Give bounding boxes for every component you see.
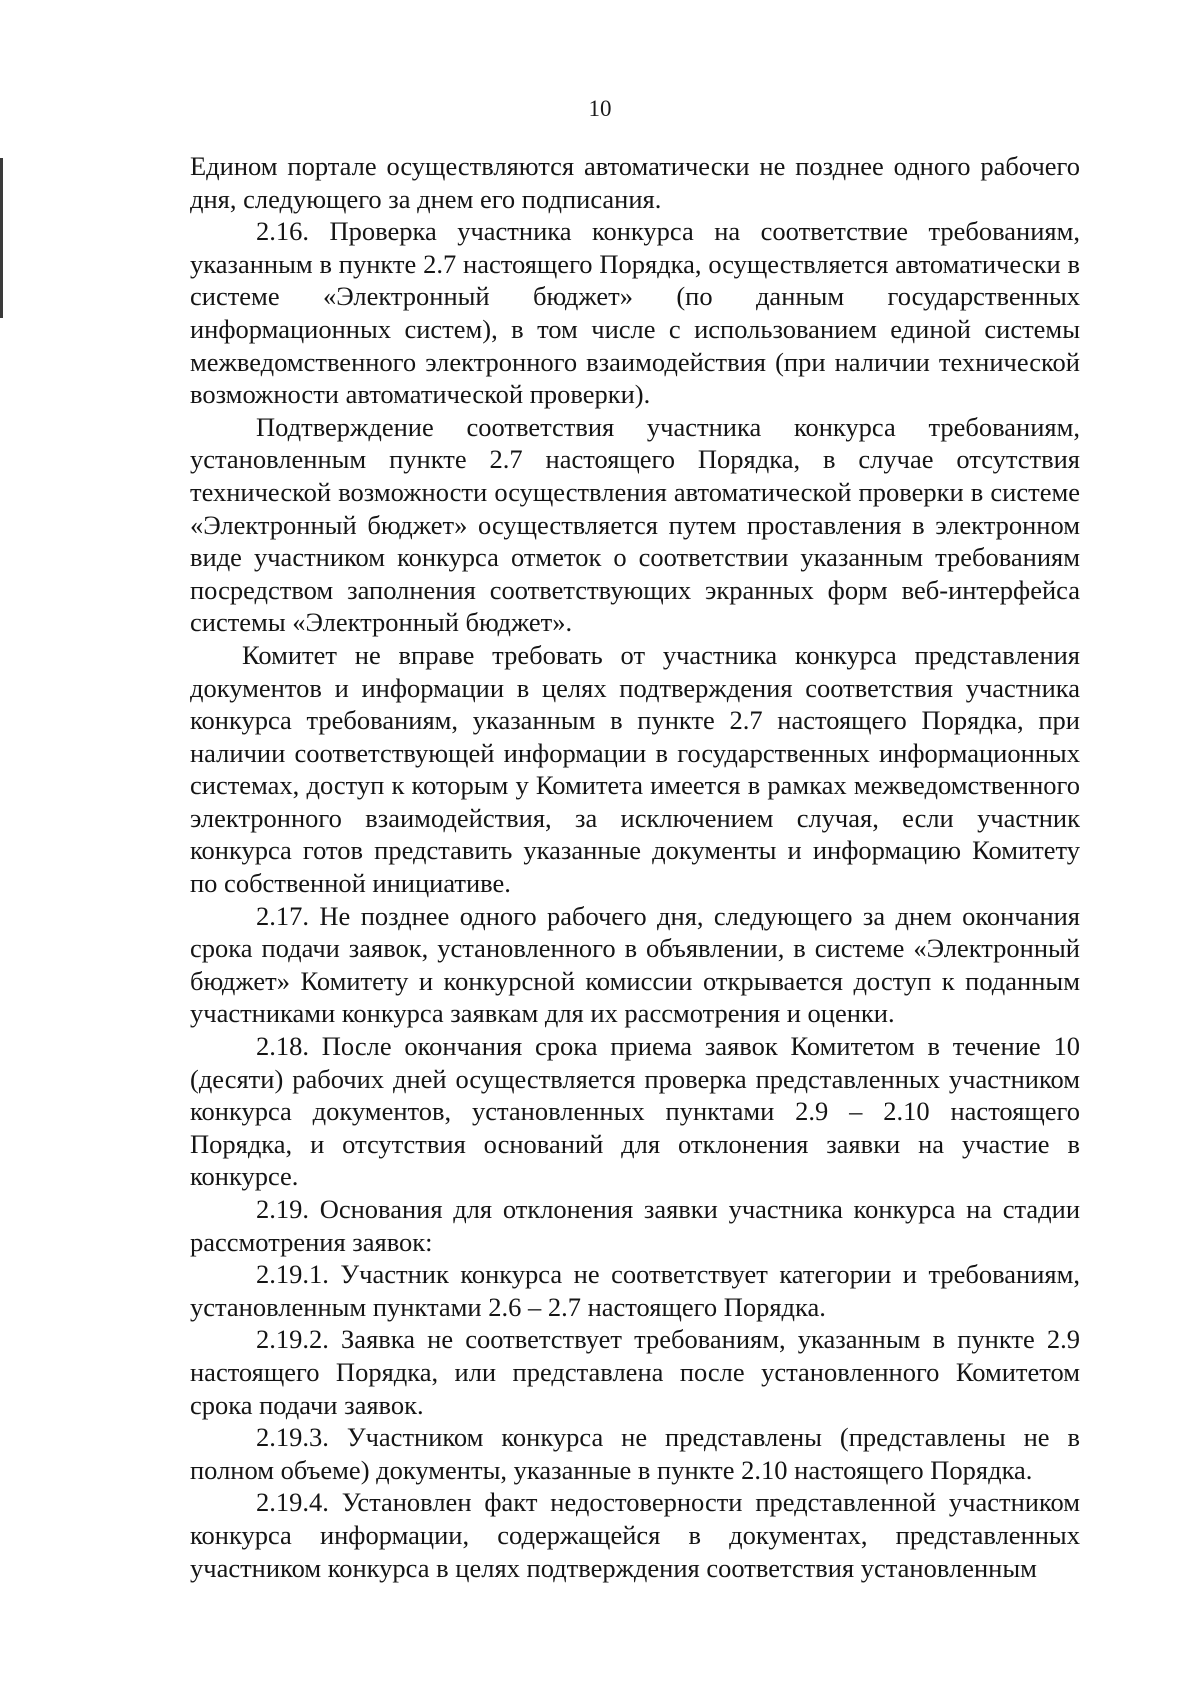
scan-edge-mark	[0, 158, 3, 318]
page-number: 10	[588, 96, 612, 121]
paragraph-2-19-1: 2.19.1. Участник конкурса не соответствует категории и требованиям, установленным пунктами 2.6 – 2.7 настоящего Порядка.	[190, 1259, 1080, 1322]
paragraph-2-19: 2.19. Основания для отклонения заявки участника конкурса на стадии рассмотрения заявок:	[190, 1194, 1080, 1257]
paragraph-2-18: 2.18. После окончания срока приема заявок Комитетом в течение 10 (десяти) рабочих дней осуществляется проверка представленных участником конкурса документов, установленных пунктами 2.9 – 2.10 настоящего Порядка, и отсутствия оснований для отклонения заявки на участие в конкурсе.	[190, 1031, 1080, 1192]
paragraph-2-16: 2.16. Проверка участника конкурса на соответствие требованиям, указанным в пункте 2.7 настоящего Порядка, осуществляется автоматически в системе «Электронный бюджет» (по данным государственных информационных систем), в том числе с использованием единой системы межведомственного электронного взаимодействия (при наличии технической возможности автоматической проверки).	[190, 216, 1080, 410]
document-body	[190, 150, 1080, 1584]
paragraph-continuation: Едином портале осуществляются автоматически не позднее одного рабочего дня, следующего за днем его подписания.	[190, 151, 1080, 214]
paragraph-2-19-4: 2.19.4. Установлен факт недостоверности представленной участником конкурса информации, содержащейся в документах, представленных участником конкурса в целях подтверждения соответствия установленным	[190, 1487, 1080, 1583]
paragraph-committee: Комитет не вправе требовать от участника конкурса представления документов и информации в целях подтверждения соответствия участника конкурса требованиям, указанным в пункте 2.7 настоящего Порядка, при наличии соответствующей информации в государственных информационных системах, доступ к которым у Комитета имеется в рамках межведомственного электронного взаимодействия, за исключением случая, если участник конкурса готов представить указанные документы и информацию Комитету по собственной инициативе.	[190, 639, 1080, 899]
paragraph-2-19-2: 2.19.2. Заявка не соответствует требованиям, указанным в пункте 2.9 настоящего Порядка, или представлена после установленного Комитетом срока подачи заявок.	[190, 1324, 1080, 1420]
paragraph-2-17: 2.17. Не позднее одного рабочего дня, следующего за днем окончания срока подачи заявок, установленного в объявлении, в системе «Электронный бюджет» Комитету и конкурсной комиссии открывается доступ к поданным участниками конкурса заявкам для их рассмотрения и оценки.	[190, 900, 1080, 1029]
paragraph-confirmation: Подтверждение соответствия участника конкурса требованиям, установленным пункте 2.7 настоящего Порядка, в случае отсутствия технической возможности осуществления автоматической проверки в системе «Электронный бюджет» осуществляется путем проставления в электронном виде участником конкурса отметок о соответствии указанным требованиям посредством заполнения соответствующих экранных форм веб-интерфейса системы «Электронный бюджет».	[190, 411, 1080, 638]
paragraph-2-19-3: 2.19.3. Участником конкурса не представлены (представлены не в полном объеме) документы, указанные в пункте 2.10 настоящего Порядка.	[190, 1422, 1080, 1485]
